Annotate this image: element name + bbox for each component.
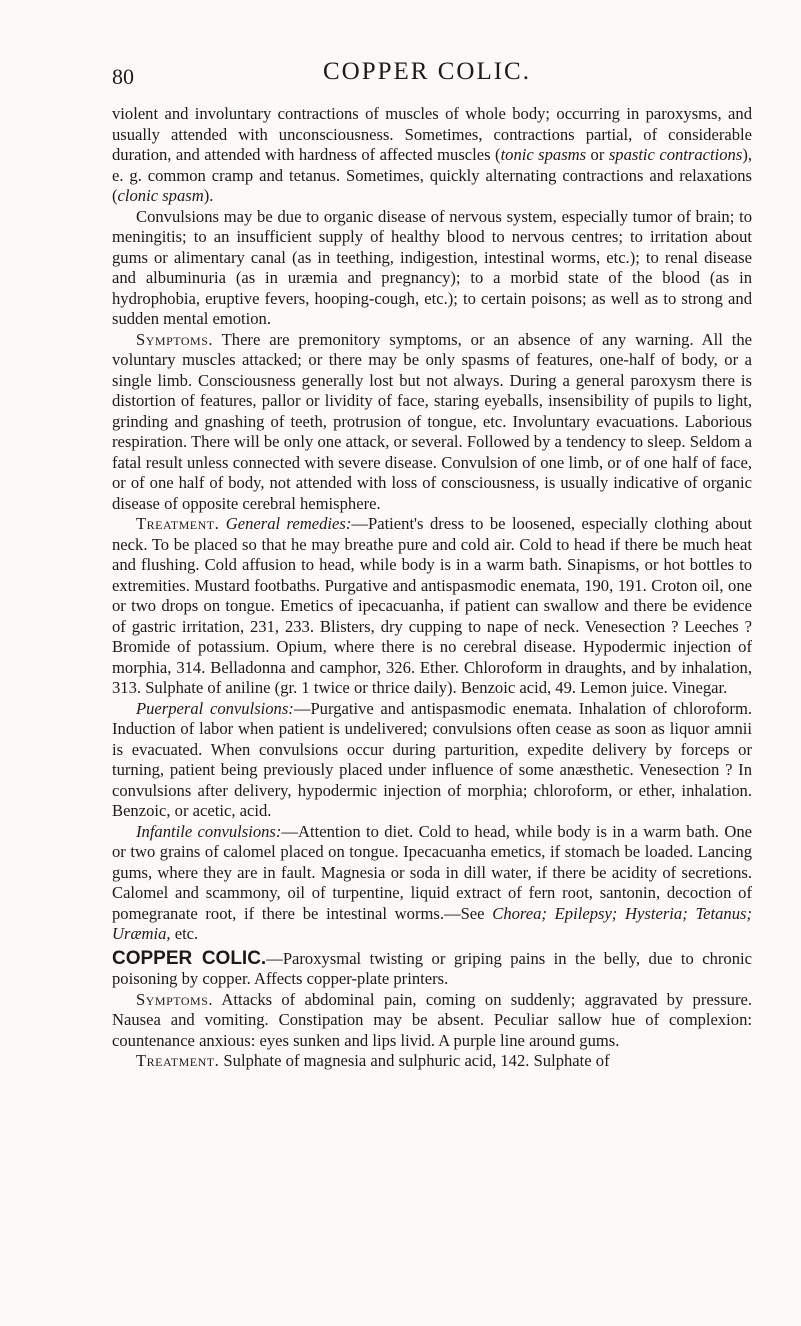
entry-copper-colic: [112, 949, 752, 990]
text-run: etc.: [170, 924, 199, 943]
body-text: [112, 104, 752, 1072]
paragraph-symptoms: [112, 330, 752, 515]
text-run: —Purgative and antispasmodic enemata. Inhalation of chloroform. Induction of labor when patient is undelivered; convulsions often cease as soon as liquor amnii is evacuated. When convulsions occur during parturition, expedite delivery by forceps or turning, patient being previously placed under influence of some anæsthetic. Venesection ? In convulsions after delivery, hypodermic injection of morphia; chloroform, or ether, inhalation. Benzoic, or acetic, acid.: [112, 698, 752, 820]
paragraph-treatment: [112, 514, 752, 699]
text-run: ), e. g. common cramp and tetanus. Sometimes, quickly alternating contractions and relaxations (: [112, 145, 752, 205]
paragraph-causes: Convulsions may be due to organic disease of nervous system, especially tumor of brain; to meningitis; to an insufficient supply of healthy blood to nervous centres; to irritation about gums or alimentary canal (as in teething, indigestion, intestinal worms, etc.); to renal disease and albuminuria (as in uræmia and pregnancy); to a morbid state of the blood (as in hydrophobia, eruptive fevers, hooping-cough, etc.); to certain poisons; as well as to strong and sudden mental emotion.: [112, 206, 752, 328]
paragraph-copper-treatment: [112, 1051, 752, 1072]
italic-subheading: Puerperal convulsions:: [136, 698, 294, 718]
italic-subheading: General remedies:: [225, 514, 352, 533]
text-run: violent and involuntary contractions of muscles of whole body; occurring in paroxysms, and usually attended with unconsciousness. Sometimes, contractions partial, of considerable duration, and attended with hardness of affected muscles (: [112, 104, 752, 164]
text-run: or: [586, 145, 609, 164]
page-header: [112, 58, 742, 88]
italic-term: clonic spasm: [117, 186, 204, 205]
paragraph-copper-symptoms: [112, 990, 752, 1052]
section-label: Treatment.: [136, 1051, 220, 1070]
paragraph-convulsions-intro: [112, 104, 752, 207]
section-label: Symptoms.: [136, 989, 214, 1009]
text-run: —Attention to diet. Cold to head, while body is in a warm bath. One or two grains of calomel placed on tongue. Ipecacuanha emetics, if stomach be loaded. Lancing gums, where they are in fault. Magnesia or soda in dill water, if there be acidity of secretions. Calomel and scammony, oil of turpentine, liquid extract of fern root, santonin, decoction of pomegranate root, if there be intestinal worms.—See: [112, 821, 752, 923]
text-run: There are premonitory symptoms, or an absence of any warning. All the voluntary muscles attacked; or there may be only spasms of features, one-half of body, or a single limb. Consciousness generally lost but not always. During a general paroxysm there is distortion of features, pallor or lividity of face, staring eyeballs, insensibility of pupils to light, grinding and gnashing of teeth, protrusion of tongue, etc. Involuntary evacuations. Laborious respiration. There will be only one attack, or several. Followed by a tendency to sleep. Seldom a fatal result unless connected with severe disease. Convulsion of one limb, or of one half of face, or of one half of body, not attended with loss of consciousness, is usually indicative of organic disease of opposite cerebral hemisphere.: [112, 329, 752, 513]
text-run: —Patient's dress to be loosened, especially clothing about neck. To be placed so that he may breathe pure and cold air. Cold to head if there be much heat and flushing. Cold affusion to head, while body is in a warm bath. Sinapisms, or hot bottles to extremities. Mustard footbaths. Purgative and antispasmodic enemata, 190, 191. Croton oil, one or two drops on tongue. Emetics of ipecacuanha, if patient can swallow and there be evidence of gastric irritation, 231, 233. Blisters, dry cupping to nape of neck. Venesection ? Leeches ? Bromide of potassium. Opium, where there is no cerebral disease. Hypodermic injection of morphia, 314. Belladonna and camphor, 326. Ether. Chloroform in draughts, and by inhalation, 313. Sulphate of aniline (gr. 1 twice or thrice daily). Benzoic acid, 49. Lemon juice. Vinegar.: [112, 514, 752, 697]
paragraph-puerperal: [112, 699, 752, 822]
cross-reference: Chorea; Epilepsy; Hysteria; Tetanus; Uræmia,: [112, 903, 752, 943]
section-label: Symptoms.: [136, 329, 214, 349]
italic-term: spastic contractions: [608, 145, 743, 164]
entry-title: COPPER COLIC.: [112, 947, 267, 969]
text-run: Attacks of abdominal pain, coming on suddenly; aggravated by pressure. Nausea and vomiting. Constipation may be absent. Peculiar sallow hue of complexion: countenance anxious: eyes sunken and lips livid. A purple line around gums.: [112, 989, 752, 1050]
italic-subheading: Infantile convulsions:: [136, 821, 282, 841]
entry-definition: —Paroxysmal twisting or griping pains in the belly, due to chronic poisoning by copper. Affects copper-plate printers.: [112, 948, 752, 988]
text-run: ).: [203, 186, 214, 205]
text-run: Sulphate of magnesia and sulphuric acid, 142. Sulphate of: [219, 1051, 610, 1070]
section-label: Treatment.: [136, 514, 220, 533]
page-number: 80: [112, 64, 134, 89]
running-head: COPPER COLIC.: [323, 58, 531, 85]
paragraph-infantile: [112, 822, 752, 945]
italic-term: tonic spasms: [500, 145, 587, 164]
